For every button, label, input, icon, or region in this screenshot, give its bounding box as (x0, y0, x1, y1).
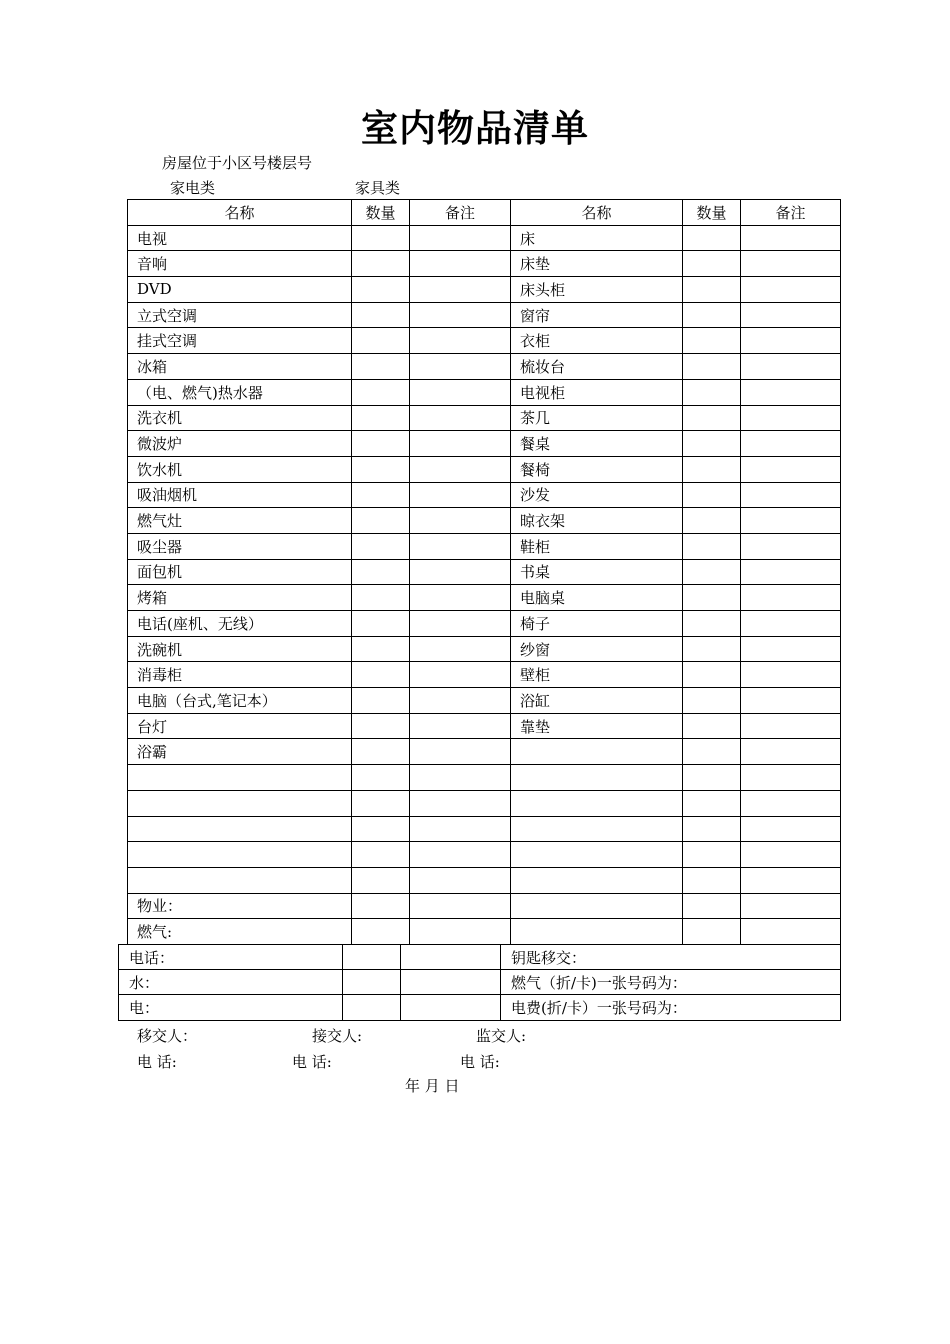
note-cell (741, 611, 841, 637)
item-name-furniture (511, 893, 683, 919)
table-row (128, 790, 841, 816)
item-name-appliance: 电话(座机、无线） (128, 611, 352, 637)
qty-cell (352, 790, 410, 816)
qty-cell (683, 739, 741, 765)
note-cell (741, 302, 841, 328)
section-appliances: 家电类 (170, 179, 216, 197)
note-cell (741, 379, 841, 405)
item-name-appliance: 电视 (128, 225, 352, 251)
qty-cell (352, 867, 410, 893)
item-name-appliance: 烤箱 (128, 585, 352, 611)
qty-cell (683, 277, 741, 303)
note-cell (741, 739, 841, 765)
item-name-appliance (128, 790, 352, 816)
item-name-furniture: 椅子 (511, 611, 683, 637)
item-name-furniture: 纱窗 (511, 636, 683, 662)
item-name-appliance (128, 816, 352, 842)
table-row (128, 431, 841, 457)
qty-cell (352, 842, 410, 868)
utility-label: 电话： (119, 945, 343, 970)
qty-cell (352, 559, 410, 585)
header-note-left: 备注 (410, 200, 511, 226)
note-cell (410, 405, 511, 431)
note-cell (741, 533, 841, 559)
qty-cell (352, 379, 410, 405)
note-cell (410, 277, 511, 303)
note-cell (741, 585, 841, 611)
table-row (128, 508, 841, 534)
qty-cell (683, 765, 741, 791)
blank-cell (401, 970, 501, 995)
qty-cell (683, 508, 741, 534)
note-cell (410, 328, 511, 354)
table-row (128, 662, 841, 688)
note-cell (410, 919, 511, 945)
item-name-appliance: 燃气: (128, 919, 352, 945)
qty-cell (352, 585, 410, 611)
qty-cell (683, 585, 741, 611)
table-row (128, 559, 841, 585)
table-row (128, 251, 841, 277)
qty-cell (683, 328, 741, 354)
table-row (128, 611, 841, 637)
qty-cell (352, 405, 410, 431)
table-row (128, 533, 841, 559)
item-name-appliance: 冰箱 (128, 354, 352, 380)
note-cell (410, 482, 511, 508)
note-cell (410, 739, 511, 765)
qty-cell (683, 482, 741, 508)
item-name-furniture: 书桌 (511, 559, 683, 585)
item-name-furniture: 靠垫 (511, 713, 683, 739)
item-name-furniture: 电脑桌 (511, 585, 683, 611)
note-cell (410, 688, 511, 714)
item-name-appliance: 浴霸 (128, 739, 352, 765)
table-row (128, 842, 841, 868)
table-row (128, 816, 841, 842)
item-name-appliance: 面包机 (128, 559, 352, 585)
item-name-appliance (128, 842, 352, 868)
qty-cell (683, 533, 741, 559)
table-header-row (128, 200, 841, 226)
item-name-furniture: 窗帘 (511, 302, 683, 328)
note-cell (741, 354, 841, 380)
item-name-furniture: 梳妆台 (511, 354, 683, 380)
item-name-furniture (511, 816, 683, 842)
note-cell (410, 585, 511, 611)
item-name-furniture: 衣柜 (511, 328, 683, 354)
note-cell (741, 225, 841, 251)
item-name-appliance: 电脑（台式,笔记本） (128, 688, 352, 714)
table-row (128, 688, 841, 714)
note-cell (410, 456, 511, 482)
item-name-furniture: 晾衣架 (511, 508, 683, 534)
note-cell (741, 559, 841, 585)
supervisor-phone: 电 话: (460, 1053, 500, 1071)
note-cell (410, 559, 511, 585)
qty-cell (683, 251, 741, 277)
item-name-furniture: 电视柜 (511, 379, 683, 405)
qty-cell (352, 688, 410, 714)
item-name-appliance: 燃气灶 (128, 508, 352, 534)
qty-cell (683, 662, 741, 688)
note-cell (741, 765, 841, 791)
item-name-appliance: 音响 (128, 251, 352, 277)
header-name-right: 名称 (511, 200, 683, 226)
inventory-table (127, 199, 841, 945)
qty-cell (683, 302, 741, 328)
qty-cell (352, 302, 410, 328)
qty-cell (352, 354, 410, 380)
table-row (128, 585, 841, 611)
item-name-furniture: 沙发 (511, 482, 683, 508)
handover-label: 钥匙移交： (501, 945, 841, 970)
note-cell (410, 842, 511, 868)
mover-label: 移交人： (137, 1027, 198, 1045)
header-qty-right: 数量 (683, 200, 741, 226)
qty-cell (683, 456, 741, 482)
table-row (128, 867, 841, 893)
item-name-appliance: （电、燃气)热水器 (128, 379, 352, 405)
house-location: 房屋位于小区号楼层号 (162, 154, 313, 172)
qty-cell (352, 533, 410, 559)
item-name-furniture (511, 867, 683, 893)
note-cell (410, 893, 511, 919)
note-cell (410, 431, 511, 457)
qty-cell (352, 508, 410, 534)
qty-cell (352, 739, 410, 765)
note-cell (410, 533, 511, 559)
table-row (128, 893, 841, 919)
note-cell (410, 508, 511, 534)
qty-cell (352, 662, 410, 688)
item-name-furniture: 床垫 (511, 251, 683, 277)
qty-cell (683, 405, 741, 431)
qty-cell (352, 431, 410, 457)
note-cell (410, 636, 511, 662)
item-name-furniture (511, 842, 683, 868)
note-cell (741, 431, 841, 457)
item-name-appliance: 物业： (128, 893, 352, 919)
qty-cell (352, 225, 410, 251)
utility-label: 水： (119, 970, 343, 995)
table-row (128, 636, 841, 662)
header-note-right: 备注 (741, 200, 841, 226)
note-cell (741, 482, 841, 508)
item-name-furniture: 壁柜 (511, 662, 683, 688)
table-row (128, 277, 841, 303)
note-cell (410, 302, 511, 328)
item-name-furniture (511, 790, 683, 816)
item-name-furniture: 床头柜 (511, 277, 683, 303)
item-name-furniture (511, 765, 683, 791)
note-cell (741, 919, 841, 945)
item-name-appliance: DVD (128, 277, 352, 303)
note-cell (741, 251, 841, 277)
qty-cell (683, 354, 741, 380)
note-cell (741, 405, 841, 431)
item-name-appliance (128, 765, 352, 791)
note-cell (410, 611, 511, 637)
note-cell (410, 662, 511, 688)
note-cell (741, 662, 841, 688)
item-name-appliance: 挂式空调 (128, 328, 352, 354)
note-cell (741, 713, 841, 739)
blank-cell (343, 995, 401, 1020)
utilities-table (118, 944, 841, 1021)
item-name-furniture (511, 739, 683, 765)
handover-label: 电费(折/卡）一张号码为： (501, 995, 841, 1020)
qty-cell (683, 893, 741, 919)
item-name-appliance: 洗衣机 (128, 405, 352, 431)
note-cell (741, 328, 841, 354)
table-row (119, 945, 841, 970)
table-row (128, 328, 841, 354)
note-cell (741, 842, 841, 868)
note-cell (741, 893, 841, 919)
note-cell (410, 816, 511, 842)
table-row (128, 302, 841, 328)
blank-cell (401, 995, 501, 1020)
table-row (128, 225, 841, 251)
qty-cell (352, 893, 410, 919)
header-qty-left: 数量 (352, 200, 410, 226)
table-row (128, 379, 841, 405)
table-row (128, 354, 841, 380)
note-cell (410, 765, 511, 791)
note-cell (741, 456, 841, 482)
qty-cell (352, 277, 410, 303)
qty-cell (683, 867, 741, 893)
item-name-appliance: 微波炉 (128, 431, 352, 457)
qty-cell (683, 713, 741, 739)
qty-cell (352, 482, 410, 508)
date-line: 年 月 日 (405, 1077, 460, 1095)
note-cell (741, 277, 841, 303)
table-row (119, 970, 841, 995)
qty-cell (352, 816, 410, 842)
table-row (128, 739, 841, 765)
qty-cell (683, 816, 741, 842)
qty-cell (683, 790, 741, 816)
item-name-appliance: 消毒柜 (128, 662, 352, 688)
blank-cell (401, 945, 501, 970)
qty-cell (683, 559, 741, 585)
qty-cell (683, 919, 741, 945)
table-row (128, 765, 841, 791)
table-row (128, 456, 841, 482)
item-name-furniture: 餐桌 (511, 431, 683, 457)
qty-cell (352, 919, 410, 945)
qty-cell (352, 636, 410, 662)
handover-label: 燃气（折/卡)一张号码为： (501, 970, 841, 995)
utility-label: 电： (119, 995, 343, 1020)
item-name-furniture: 浴缸 (511, 688, 683, 714)
item-name-furniture: 茶几 (511, 405, 683, 431)
note-cell (410, 713, 511, 739)
receiver-phone: 电 话: (292, 1053, 332, 1071)
item-name-appliance: 吸油烟机 (128, 482, 352, 508)
qty-cell (352, 328, 410, 354)
item-name-furniture: 鞋柜 (511, 533, 683, 559)
qty-cell (683, 225, 741, 251)
item-name-furniture (511, 919, 683, 945)
note-cell (410, 354, 511, 380)
qty-cell (683, 379, 741, 405)
qty-cell (683, 688, 741, 714)
item-name-appliance: 饮水机 (128, 456, 352, 482)
qty-cell (352, 713, 410, 739)
note-cell (741, 688, 841, 714)
qty-cell (352, 251, 410, 277)
qty-cell (683, 636, 741, 662)
qty-cell (352, 611, 410, 637)
supervisor-label: 监交人: (476, 1027, 527, 1045)
table-row (128, 482, 841, 508)
item-name-appliance: 台灯 (128, 713, 352, 739)
note-cell (741, 790, 841, 816)
item-name-appliance (128, 867, 352, 893)
table-row (119, 995, 841, 1020)
mover-phone: 电 话: (137, 1053, 177, 1071)
item-name-appliance: 吸尘器 (128, 533, 352, 559)
note-cell (741, 816, 841, 842)
note-cell (410, 379, 511, 405)
table-row (128, 919, 841, 945)
note-cell (741, 636, 841, 662)
qty-cell (683, 842, 741, 868)
note-cell (410, 790, 511, 816)
item-name-appliance: 洗碗机 (128, 636, 352, 662)
receiver-label: 接交人: (312, 1027, 363, 1045)
blank-cell (343, 945, 401, 970)
item-name-furniture: 餐椅 (511, 456, 683, 482)
qty-cell (352, 456, 410, 482)
page-title: 室内物品清单 (361, 106, 589, 150)
item-name-appliance: 立式空调 (128, 302, 352, 328)
table-row (128, 713, 841, 739)
table-row (128, 405, 841, 431)
qty-cell (683, 431, 741, 457)
qty-cell (352, 765, 410, 791)
item-name-furniture: 床 (511, 225, 683, 251)
note-cell (741, 867, 841, 893)
header-name-left: 名称 (128, 200, 352, 226)
qty-cell (683, 611, 741, 637)
blank-cell (343, 970, 401, 995)
note-cell (741, 508, 841, 534)
note-cell (410, 225, 511, 251)
note-cell (410, 867, 511, 893)
note-cell (410, 251, 511, 277)
section-furniture: 家具类 (355, 179, 401, 197)
